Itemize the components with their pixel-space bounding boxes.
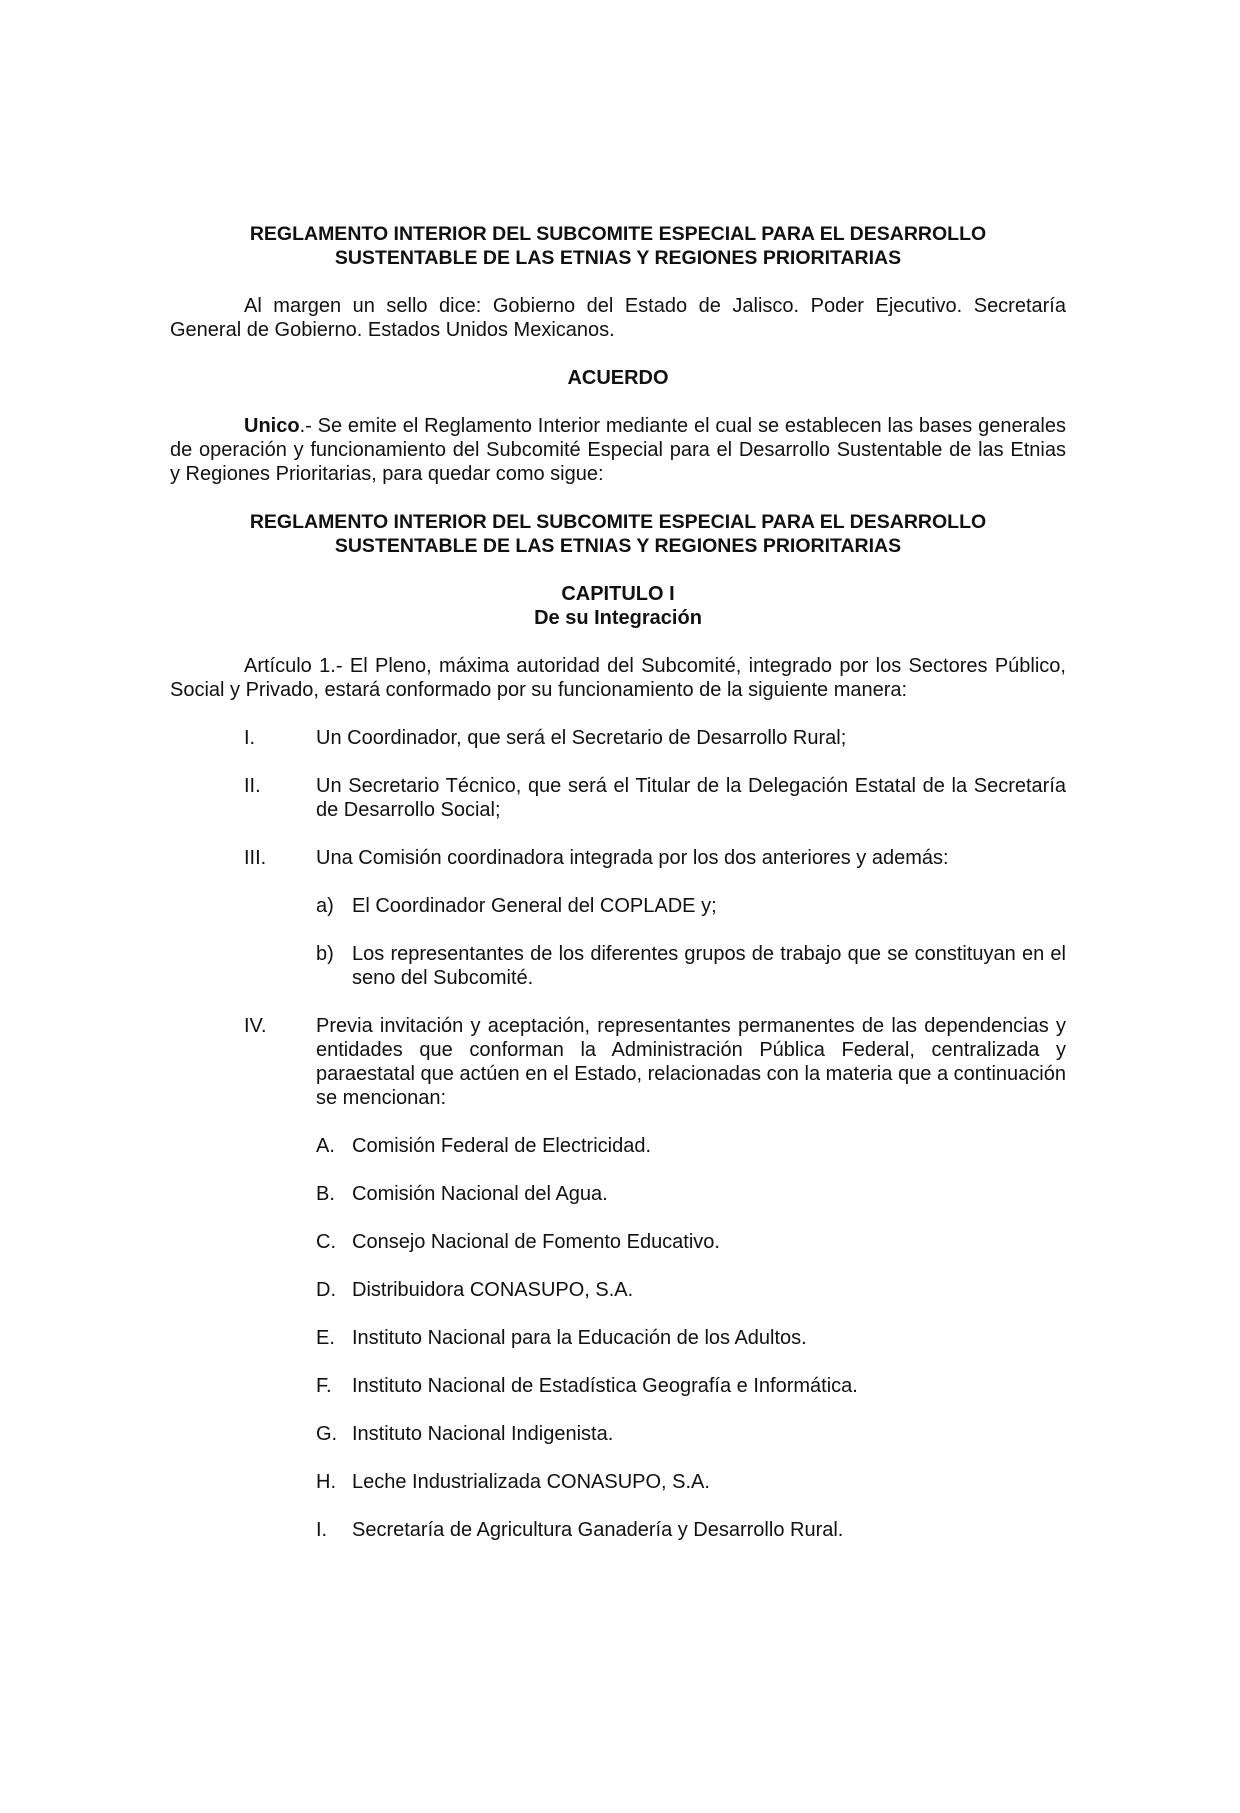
regulation-title-line-2: SUSTENTABLE DE LAS ETNIAS Y REGIONES PRIORITARIAS [334,535,902,557]
title-line-1: REGLAMENTO INTERIOR DEL SUBCOMITE ESPECIAL PARA EL DESARROLLO [249,223,987,245]
list-marker: IV. [244,1015,267,1037]
list-item-text: Un Secretario Técnico, que será el Titular de la Delegación Estatal de la Secretaría de Desarrollo Social; [316,775,1066,821]
list-marker: III. [244,847,267,869]
entity-item-i [170,1518,1066,1542]
sublist-item-b [170,942,1066,990]
sublist-item-a [170,894,1066,918]
unico-label: Unico [244,415,300,437]
list-marker: E. [316,1327,335,1349]
regulation-title [170,510,1066,558]
list-item-iv [170,1014,1066,1110]
list-item-text: Instituto Nacional Indigenista. [352,1423,614,1445]
entity-item-h [170,1470,1066,1494]
list-marker: B. [316,1183,335,1205]
list-marker: H. [316,1471,336,1493]
document-title [170,222,1066,270]
list-marker: C. [316,1231,336,1253]
list-item-text: El Coordinador General del COPLADE y; [352,895,717,917]
list-item-text: Secretaría de Agricultura Ganadería y Desarrollo Rural. [352,1519,844,1541]
list-marker: D. [316,1279,336,1301]
unico-text: .- Se emite el Reglamento Interior mediante el cual se establecen las bases generales de operación y funcionamiento del Subcomité Especial para el Desarrollo Sustentable de las Etnias y Regiones Prioritarias, para quedar como sigue: [170,415,1066,485]
list-item-ii [170,774,1066,822]
article-1-list [170,726,1066,870]
regulation-title-line-1: REGLAMENTO INTERIOR DEL SUBCOMITE ESPECIAL PARA EL DESARROLLO [249,511,987,533]
unico-paragraph [170,414,1066,486]
entity-item-g [170,1422,1066,1446]
list-item-text: Los representantes de los diferentes grupos de trabajo que se constituyan en el seno del Subcomité. [352,943,1066,989]
list-item-text: Comisión Nacional del Agua. [352,1183,608,1205]
acuerdo-heading: ACUERDO [567,367,669,389]
list-item-text: Previa invitación y aceptación, representantes permanentes de las dependencias y entidades que conforman la Administración Pública Federal, centralizada y paraestatal que actúen en el Estado, relacionadas con la materia que a continuación se mencionan: [316,1015,1066,1109]
intro-paragraph: Al margen un sello dice: Gobierno del Estado de Jalisco. Poder Ejecutivo. Secretaría General de Gobierno. Estados Unidos Mexicanos. [170,295,1066,341]
list-item-iii [170,846,1066,870]
list-marker: F. [316,1375,332,1397]
list-item-i [170,726,1066,750]
chapter-name: De su Integración [534,607,702,629]
list-item-text: Leche Industrializada CONASUPO, S.A. [352,1471,710,1493]
list-item-text: Consejo Nacional de Fomento Educativo. [352,1231,720,1253]
list-item-text: Comisión Federal de Electricidad. [352,1135,652,1157]
list-marker: b) [316,943,334,965]
entity-item-f [170,1374,1066,1398]
title-line-2: SUSTENTABLE DE LAS ETNIAS Y REGIONES PRIORITARIAS [334,247,902,269]
list-marker: II. [244,775,261,797]
list-marker: A. [316,1135,335,1157]
chapter-number: CAPITULO I [561,583,675,605]
list-marker: a) [316,895,334,917]
list-item-text: Una Comisión coordinadora integrada por los dos anteriores y además: [316,847,949,869]
list-marker: I. [244,727,256,749]
list-item-text: Instituto Nacional de Estadística Geografía e Informática. [352,1375,858,1397]
entity-item-a [170,1134,1066,1158]
entity-item-e [170,1326,1066,1350]
sublist-iv [170,1134,1066,1542]
entity-item-c [170,1230,1066,1254]
article-1-list-continued [170,1014,1066,1110]
sublist-iii [170,894,1066,990]
entity-item-d [170,1278,1066,1302]
list-item-text: Distribuidora CONASUPO, S.A. [352,1279,634,1301]
article-1: Artículo 1.- El Pleno, máxima autoridad del Subcomité, integrado por los Sectores Público, Social y Privado, estará conformado por su funcionamiento de la siguiente manera: [170,655,1066,701]
list-marker: I. [316,1519,328,1541]
entity-item-b [170,1182,1066,1206]
list-item-text: Un Coordinador, que será el Secretario de Desarrollo Rural; [316,727,847,749]
list-marker: G. [316,1423,338,1445]
list-item-text: Instituto Nacional para la Educación de los Adultos. [352,1327,807,1349]
